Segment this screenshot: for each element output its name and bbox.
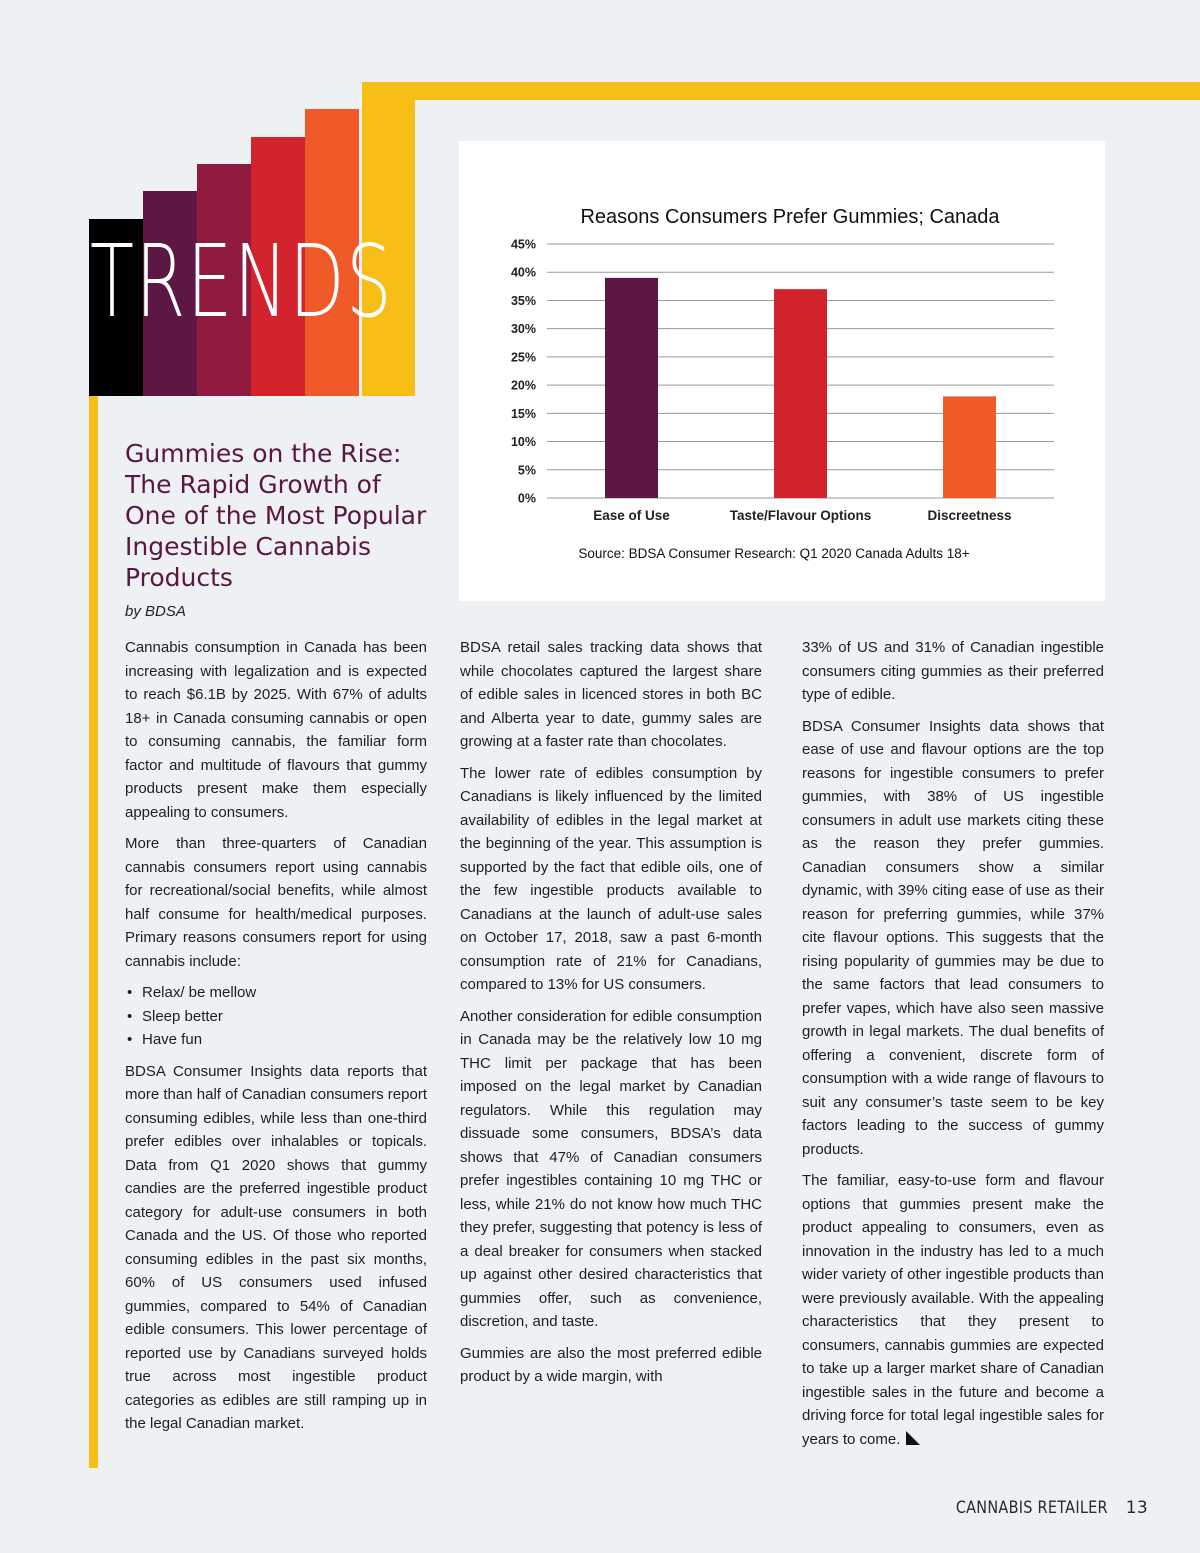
- end-of-article-icon: [906, 1431, 920, 1445]
- bullet-list: [125, 981, 427, 1052]
- page-footer: [929, 1498, 1148, 1518]
- bullet-item: • Have fun: [125, 1028, 427, 1052]
- paragraph: Gummies are also the most preferred edible product by a wide margin, with: [460, 1344, 762, 1385]
- article-column-1: [125, 636, 427, 1444]
- y-tick-label: 0%: [517, 491, 536, 506]
- y-tick-label: 30%: [510, 322, 536, 337]
- bar: [774, 289, 827, 498]
- y-tick-label: 40%: [510, 265, 536, 280]
- paragraph: More than three-quarters of Canadian cannabis consumers report using cannabis for recreational/social benefits, while almost half consume for health/medical purposes. Primary reasons consumers report for using cannabis include:: [125, 835, 427, 970]
- y-tick-label: 15%: [510, 406, 536, 421]
- x-category-label: Discreetness: [927, 508, 1012, 523]
- y-tick-label: 5%: [517, 463, 536, 478]
- accent-bar-left: [89, 396, 98, 1468]
- paragraph: The lower rate of edibles consumption by Canadians is likely influenced by the limited availability of edibles in the legal market at the beginning of the year. This assumption is supported by the fact that edible oils, one of the few ingestible products available to Canadians at the launch of adult-use sales on October 17, 2018, saw a past 6-month consumption rate of 21% for Canadians, compared to 13% for US consumers.: [460, 764, 762, 993]
- y-tick-label: 45%: [510, 237, 536, 252]
- article-title: Gummies on the Rise: The Rapid Growth of One of the Most Popular Ingestible Cannabis Products: [125, 439, 427, 592]
- bullet-item: • Relax/ be mellow: [125, 981, 427, 1005]
- accent-bar-top: [362, 82, 1200, 100]
- paragraph-final: [802, 1169, 1104, 1451]
- paragraph-text: The familiar, easy-to-use form and flavour options that gummies present make the product appealing to consumers, even as innovation in the industry has led to a much wider variety of other ingestible products than were previously available. With the appealing characteristics that they present to consumers, cannabis gummies are expected to take up a larger market share of Canadian ingestible sales in the future and become a driving force for total legal ingestible sales for years to come.: [802, 1172, 1104, 1448]
- y-tick-label: 25%: [510, 350, 536, 365]
- page-number: 13: [1125, 1498, 1148, 1518]
- chart-source: Source: BDSA Consumer Research: Q1 2020 Canada Adults 18+: [578, 546, 970, 561]
- paragraph: BDSA Consumer Insights data reports that more than half of Canadian consumers report consuming edibles, while less than one-third prefer edibles over inhalables or topicals. Data from Q1 2020 shows that gummy candies are the preferred ingestible product category for adult-use consumers in both Canada and the US. Of those who reported consuming edibles in the past six months, 60% of US consumers used infused gummies, compared to 54% of Canadian edible consumers. This lower percentage of reported use by Canadians surveyed holds true across most ingestible product categories as edibles are still ramping up in the legal Canadian market.: [125, 1062, 427, 1432]
- paragraph: 33% of US and 31% of Canadian ingestible consumers citing gummies as their preferred type of edible.: [802, 639, 1104, 703]
- paragraph: Another consideration for edible consumption in Canada may be the relatively low 10 mg THC limit per package that has been imposed on the legal market by Canadian regulators. While this regulation may dissuade some consumers, BDSA’s data shows that 47% of Canadian consumers prefer ingestibles containing 10 mg THC or less, while 21% do not know how much THC they prefer, suggesting that potency is less of a deal breaker for consumers when stacked up against other desired characteristics that gummies offer, such as convenience, discretion, and taste.: [460, 1007, 762, 1330]
- paragraph: BDSA Consumer Insights data shows that ease of use and flavour options are the top reasons for ingestible consumers to prefer gummies, with 38% of US ingestible consumers in adult use markets citing these as the reason they prefer gummies. Canadian consumers show a similar dynamic, with 39% citing ease of use as their reason for preferring gummies, while 37% cite flavour options. This suggests that the rising popularity of gummies may be due to the same factors that lead consumers to prefer vapes, which have also seen massive growth in legal markets. The dual benefits of offering a convenient, discrete form of consumption with a wide range of flavours to suit any consumer’s taste seem to be key factors leading to the success of gummy products.: [802, 717, 1104, 1158]
- chart-card: [459, 141, 1105, 601]
- paragraph: Cannabis consumption in Canada has been increasing with legalization and is expected to reach $6.1B by 2025. With 67% of adults 18+ in Canada consuming cannabis or open to consuming cannabis, the familiar form factor and multitude of flavours that gummy products present make them especially appealing to consumers.: [125, 639, 427, 821]
- publication-name: CANNABIS RETAILER: [955, 1498, 1108, 1518]
- y-tick-label: 20%: [510, 378, 536, 393]
- bar: [605, 278, 658, 498]
- bar-chart: [459, 141, 1105, 601]
- section-label: TRENDS: [90, 223, 394, 340]
- bar: [943, 396, 996, 498]
- article-column-2: [460, 636, 762, 1397]
- bullet-item: • Sleep better: [125, 1005, 427, 1029]
- article-column-3: [802, 636, 1104, 1459]
- paragraph: BDSA retail sales tracking data shows that while chocolates captured the largest share of edible sales in licenced stores in both BC and Alberta year to date, gummy sales are growing at a faster rate than chocolates.: [460, 639, 762, 750]
- x-category-label: Ease of Use: [593, 508, 670, 523]
- y-tick-label: 35%: [510, 293, 536, 308]
- y-tick-label: 10%: [510, 435, 536, 450]
- article-byline: by BDSA: [125, 603, 186, 620]
- x-category-label: Taste/Flavour Options: [729, 508, 872, 523]
- chart-title: Reasons Consumers Prefer Gummies; Canada: [580, 206, 1000, 228]
